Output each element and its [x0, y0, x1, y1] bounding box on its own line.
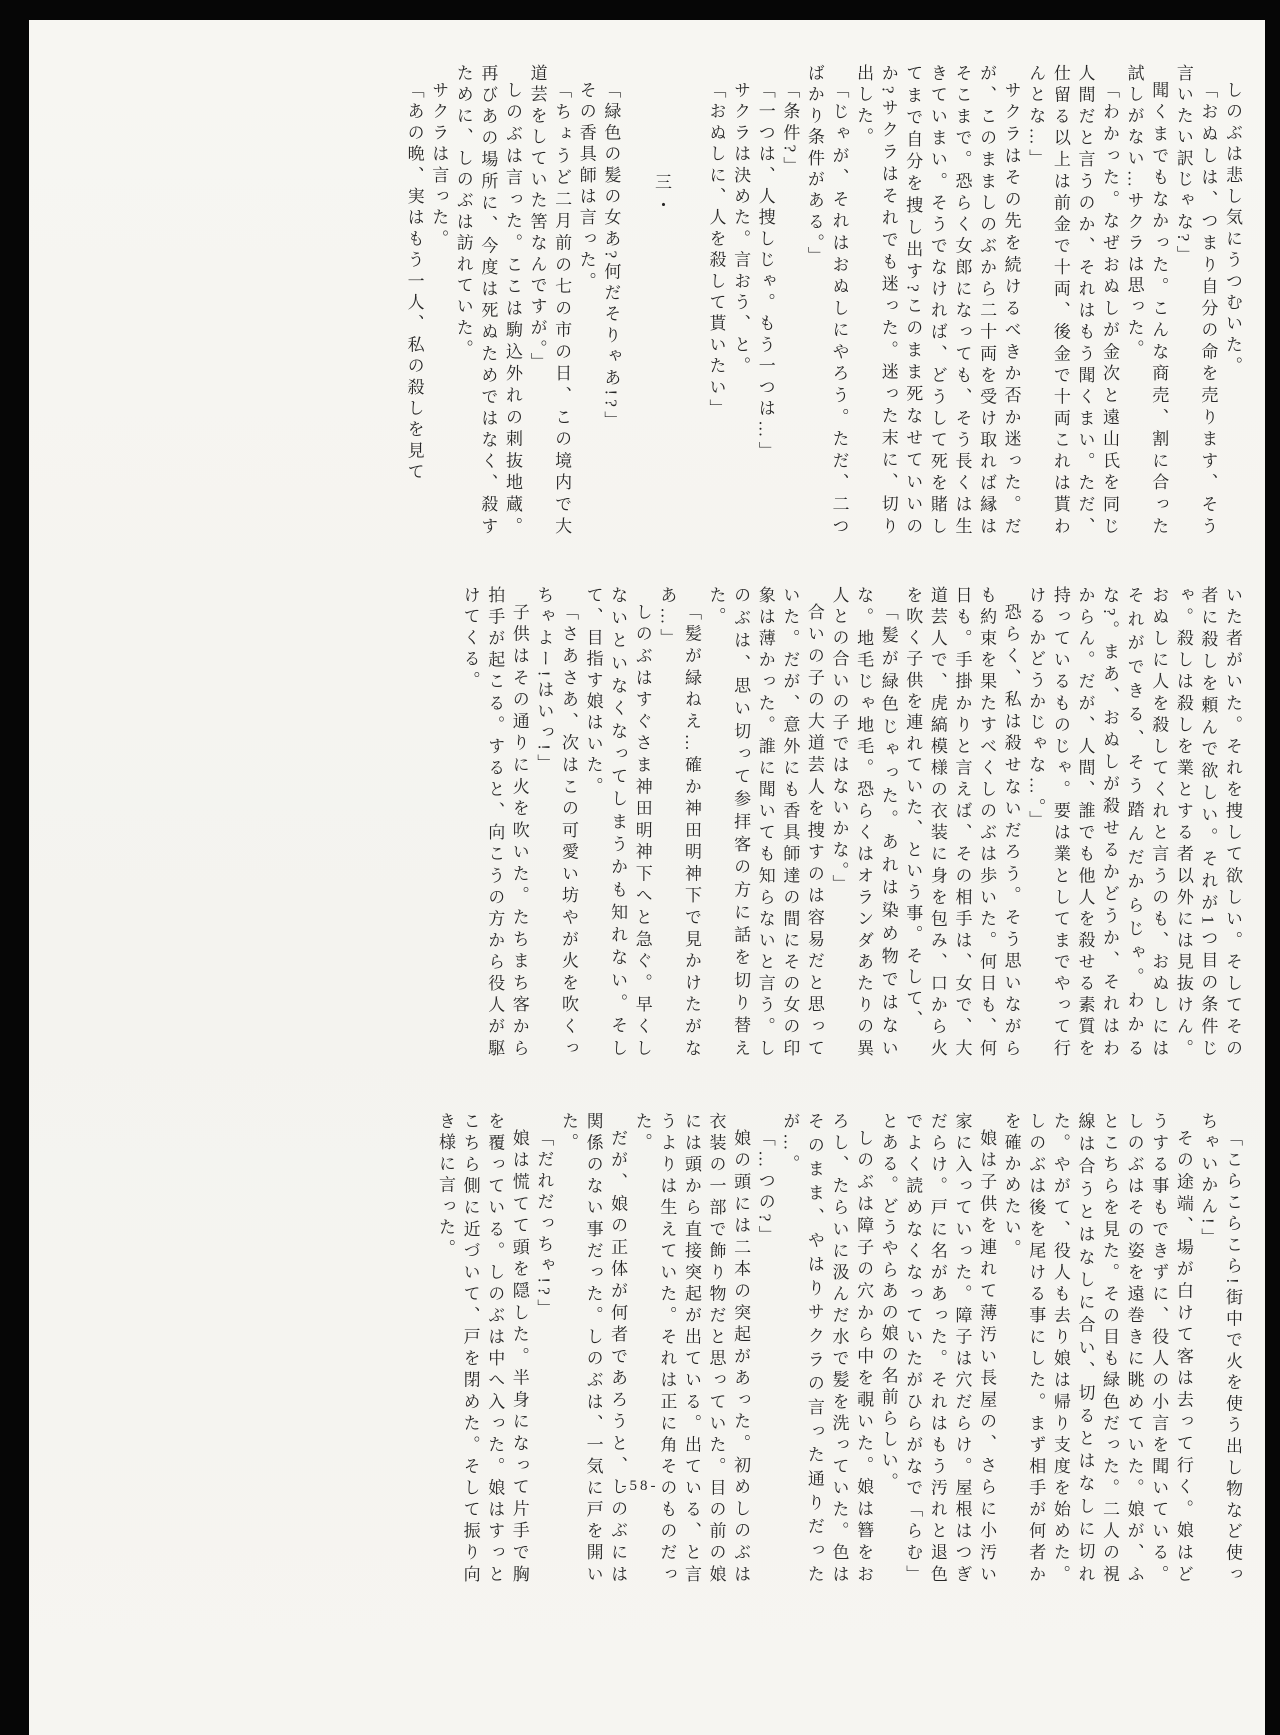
story-paragraph: しのぶは言った。ここは駒込外れの刺抜地蔵。再びあの場所に、今度は死ぬためではなく、殺すために、しのぶは訪れていた。 — [453, 64, 522, 538]
story-paragraph: 「ちょうど二月前の七の市の日、この境内で大道芸をしていた筈なんですが。」 — [527, 64, 572, 538]
story-paragraph: いた者がいた。それを捜して欲しい。そしてその者に殺しを頼んで欲しい。それが1つ目の条件じゃ。殺しは殺しを業とする者以外には見抜けん。おぬしに人を殺してくれと言うのも、おぬしにはそれができる、そう踏んだからじゃ。わかるな?。まあ、おぬしが殺せるかどうか、それはわからん。だが、人間、誰でも他人を殺せる素質を持っているものじゃ。要は業としてまでやって行けるかどうかじゃな…。」 — [1026, 586, 1242, 1060]
story-paragraph: 「一つは、人捜しじゃ。もう一つは…」 — [755, 81, 775, 463]
story-paragraph: 子供はその通りに火を吹いた。たちまち客から拍手が起こる。すると、向こうの方から役人が駆けてくる。 — [460, 586, 529, 1060]
story-paragraph: 「おぬしは、つまり自分の命を売ります、そう言いたい訳じゃな?」 — [1173, 64, 1218, 538]
story-paragraph: しのぶはすぐさま神田明神下へと急ぐ。早くしないといなくなってしまうかも知れない。そして、目指す娘はいた。 — [583, 586, 652, 1060]
story-paragraph: 「髪が緑ねえ…確か神田明神下で見かけたがなあ…」 — [657, 586, 701, 1060]
story-paragraph: 娘は子供を連れて薄汚い長屋の、さらに小汚い家に入っていった。障子は穴だらけ。屋根はつぎだらけ。戸に名があった。それはもう汚れと退色でよく読めなくなっていたがひらがなで「らむ」とある。どうやらあの娘の名前らしい。 — [878, 1112, 997, 1586]
story-paragraph: その途端、場が白けて客は去って行く。娘はどうする事もできずに、役人の小言を聞いている。しのぶはその姿を遠巻きに眺めていた。娘が、ふとこちらを見た。その目も緑色だった。二人の視線は合うとはなしに合い、切るとはなしに切れた。やがて、役人も去り娘は帰り支度を始めた。しのぶは後を尾ける事にした。まず相手が何者かを確かめたい。 — [1001, 1112, 1193, 1586]
story-paragraph: 「さあさあ、次はこの可愛い坊やが火を吹くっちゃよー!はいっ!」 — [534, 586, 578, 1060]
story-paragraph: 「髪が緑色じゃった。あれは染め物ではないな。地毛じゃ地毛。恐らくはオランダあたりの異人との合いの子ではないかな。」 — [829, 586, 898, 1060]
text-band-2 — [48, 586, 1244, 1060]
page-frame-top — [0, 0, 1280, 20]
story-paragraph: 「緑色の髪の女あ?何だそりゃあ!?」 — [601, 81, 621, 433]
story-paragraph: しのぶは障子の穴から中を覗いた。娘は簪をおろし、たらいに汲んだ水で髪を洗っていた。色はそのまま、やはりサクラの言った通りだったが…。 — [780, 1112, 874, 1586]
story-paragraph: だが、娘の正体が何者であろうと、しのぶには関係のない事だった。しのぶは、一気に戸を開いた。 — [558, 1112, 628, 1586]
story-paragraph: 娘は慌てて頭を隠した。半身になって片手で胸を覆っている。しのぶは中へ入った。娘はすっとこちら側に近づいて、戸を閉めた。そして振り向き様に言った。 — [436, 1112, 529, 1586]
story-paragraph: サクラはその先を続けるべきか否か迷った。だが、このまましのぶから二十両を受け取れば縁はそこまで。恐らく女郎になっても、そう長くは生きていまい。そうでなければ、どうして死を賭してまで自分を捜し出す?このまま死なせていいのか?サクラはそれでも迷った。迷った末に、切り出した。 — [854, 64, 1021, 538]
story-paragraph: 「じゃが、それはおぬしにやろう。ただ、二つばかり条件がある。」 — [804, 64, 849, 538]
text-band-1 — [48, 64, 1244, 538]
section-heading: 三・ — [651, 173, 671, 219]
page-frame-right — [1265, 0, 1280, 1735]
story-paragraph: サクラは決めた。言おう、と。 — [731, 81, 751, 378]
story-paragraph: 「こらこらこら!街中で火を使う出し物など使っちゃいかん!」 — [1198, 1112, 1242, 1586]
story-paragraph: 聞くまでもなかった。こんな商売、割に合った試しがない…サクラは思った。 — [1124, 64, 1169, 538]
story-paragraph: 恐らく、私は殺せないだろう。そう思いながらも約束を果たすべくしのぶは歩いた。何日も、何日も。手掛かりと言えば、その相手は、女で、大道芸人で、虎縞模様の衣装に身を包み、口から火を吹く子供を連れていた、という事。そして、 — [903, 586, 1021, 1060]
text-band-3 — [48, 1112, 1244, 1586]
story-paragraph: 「…つの?」 — [755, 1129, 775, 1247]
story-paragraph: 「あの晩、実はもう一人、私の殺しを見て — [404, 81, 424, 484]
story-paragraph: しのぶは悲し気にうつむいた。 — [1223, 81, 1242, 378]
story-paragraph: 「おぬしに、人を殺して貰いたい」 — [706, 81, 726, 421]
story-paragraph: 「条件?」 — [780, 81, 800, 178]
story-paragraph: 「だれだっちゃ!?」 — [534, 1129, 554, 1321]
story-paragraph: サクラは言った。 — [429, 81, 449, 251]
story-paragraph: その香具師は言った。 — [576, 81, 596, 293]
page-frame-left — [0, 0, 29, 1735]
story-paragraph: 合いの子の大道芸人を捜すのは容易だと思っていた。だが、意外にも香具師達の間にその女の印象は薄かった。誰に聞いても知らないと言う。しのぶは、思い切って参拝客の方に話を切り替えた。 — [706, 586, 824, 1060]
story-paragraph: 娘の頭には二本の突起があった。初めしのぶは衣装の一部で飾り物だと思っていた。目の前の娘には頭から直接突起が出ている。出ている、と言うよりは生えていた。それは正に角そのものだった。 — [632, 1112, 751, 1586]
page-number: -58- — [621, 1478, 659, 1494]
story-paragraph: 「わかった。なぜおぬしが金次と遠山氏を同じ人間だと言うのか、それはもう聞くまい。ただ、仕留る以上は前金で十両、後金で十両これは貰わんとな…」 — [1026, 64, 1120, 538]
